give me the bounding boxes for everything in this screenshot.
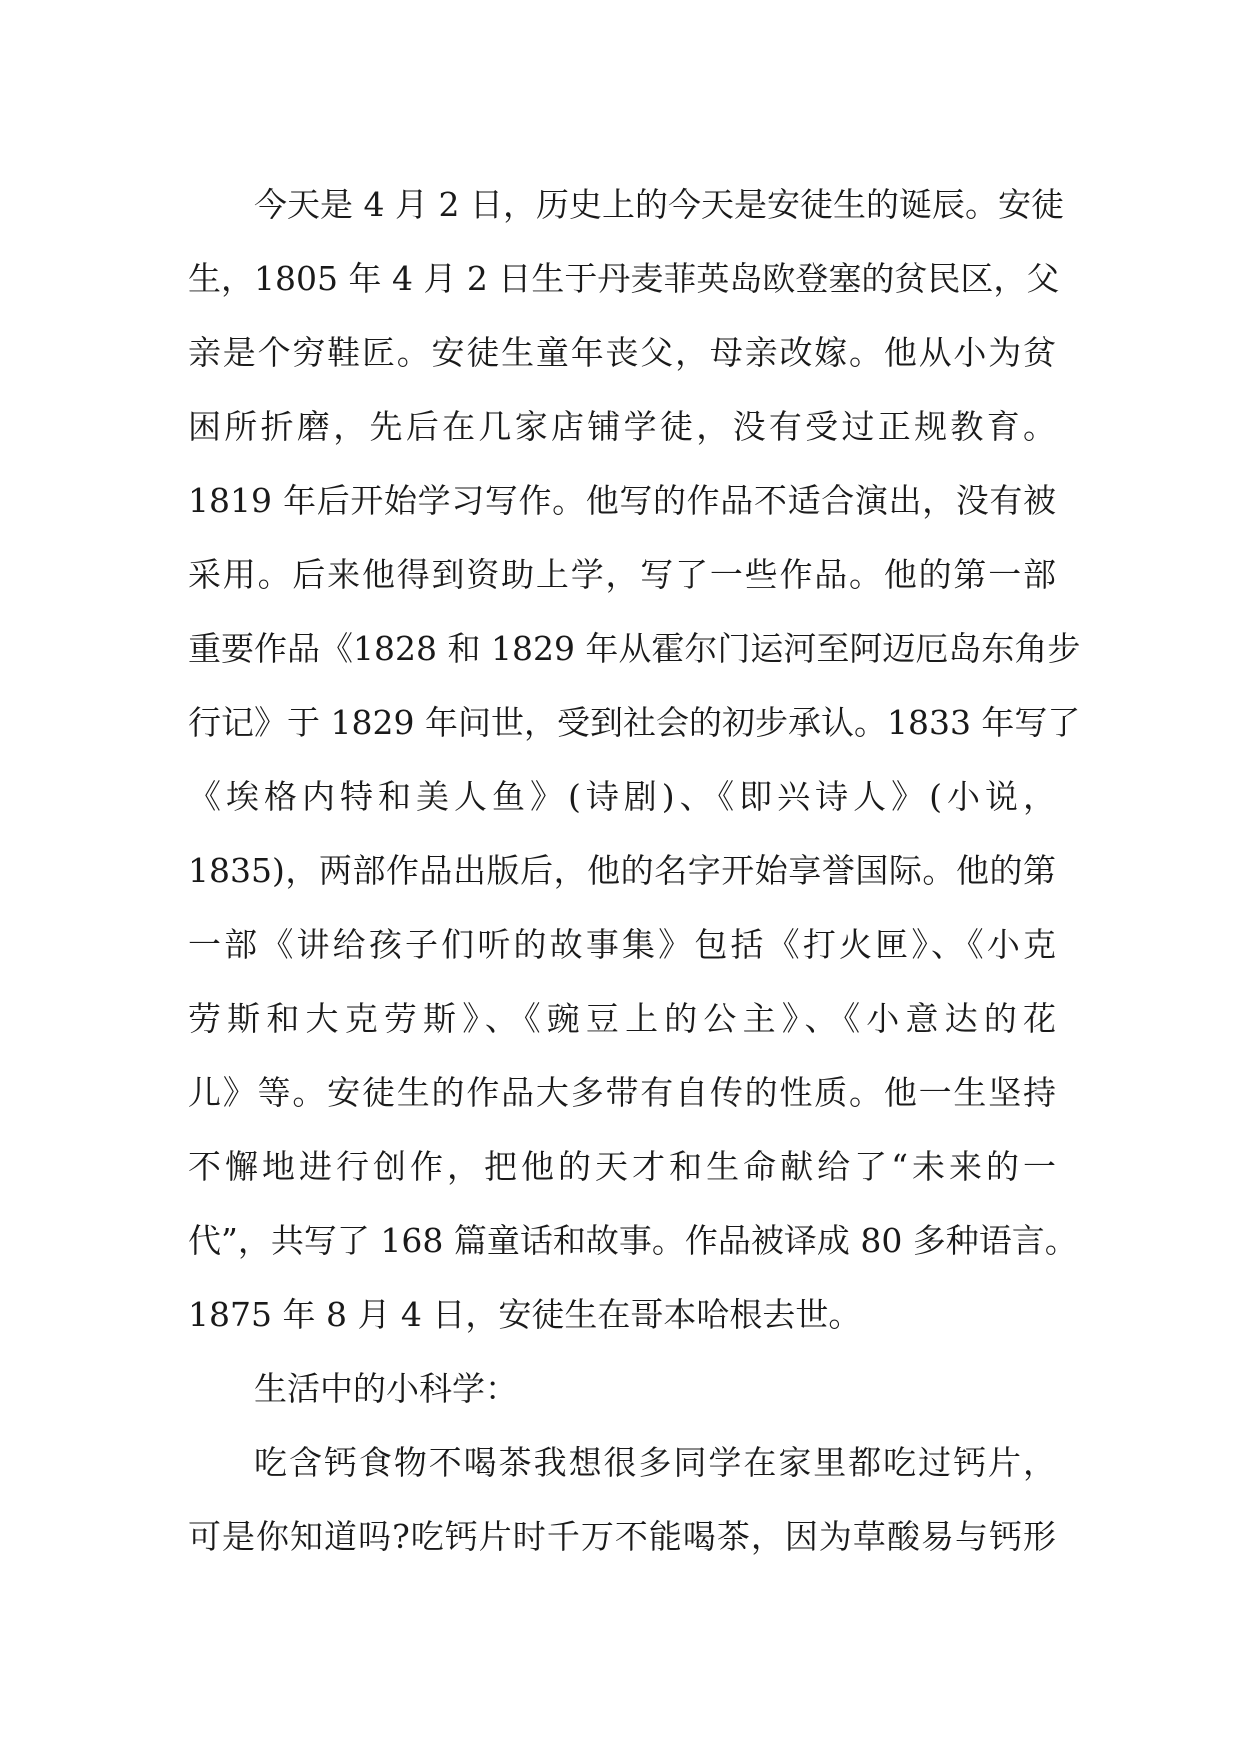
text-line: 采用。后来他得到资助上学，写了一些作品。他的第一部 xyxy=(188,555,1056,594)
text-line: 1819 年后开始学习写作。他写的作品不适合演出，没有被 xyxy=(188,481,1056,520)
section-heading: 生活中的小科学： xyxy=(254,1369,518,1408)
text-line: 困所折磨，先后在几家店铺学徒，没有受过正规教育。 xyxy=(188,407,1056,446)
document-body xyxy=(188,168,1081,1574)
paragraph-andersen-biography xyxy=(188,168,1081,1352)
paragraph-calcium-tea-tip xyxy=(188,1426,1056,1574)
text-line: 儿》等。安徒生的作品大多带有自传的性质。他一生坚持 xyxy=(188,1073,1056,1112)
text-line: 一部《讲给孩子们听的故事集》包括《打火匣》、《小克 xyxy=(188,925,1056,964)
text-line: 劳斯和大克劳斯》、《豌豆上的公主》、《小意达的花 xyxy=(188,999,1056,1038)
text-line: 《埃格内特和美人鱼》(诗剧)、《即兴诗人》(小说， xyxy=(188,777,1056,816)
text-line: 生，1805 年 4 月 2 日生于丹麦菲英岛欧登塞的贫民区，父 xyxy=(188,259,1060,298)
paragraph-science-heading xyxy=(188,1352,1056,1426)
text-line: 1875 年 8 月 4 日，安徒生在哥本哈根去世。 xyxy=(188,1295,862,1334)
text-line: 今天是 4 月 2 日，历史上的今天是安徒生的诞辰。安徒 xyxy=(254,185,1064,224)
text-line: 亲是个穷鞋匠。安徒生童年丧父，母亲改嫁。他从小为贫 xyxy=(188,333,1056,372)
text-line: 重要作品《1828 和 1829 年从霍尔门运河至阿迈厄岛东角步 xyxy=(188,629,1081,668)
text-line: 吃含钙食物不喝茶我想很多同学在家里都吃过钙片， xyxy=(254,1443,1056,1482)
text-line: 1835)，两部作品出版后，他的名字开始享誉国际。他的第 xyxy=(188,851,1056,890)
text-line: 不懈地进行创作，把他的天才和生命献给了“未来的一 xyxy=(188,1147,1056,1186)
text-line: 行记》于 1829 年问世，受到社会的初步承认。1833 年写了 xyxy=(188,703,1081,742)
text-line: 可是你知道吗?吃钙片时千万不能喝茶，因为草酸易与钙形 xyxy=(188,1517,1056,1556)
text-line: 代”，共写了 168 篇童话和故事。作品被译成 80 多种语言。 xyxy=(188,1221,1078,1260)
